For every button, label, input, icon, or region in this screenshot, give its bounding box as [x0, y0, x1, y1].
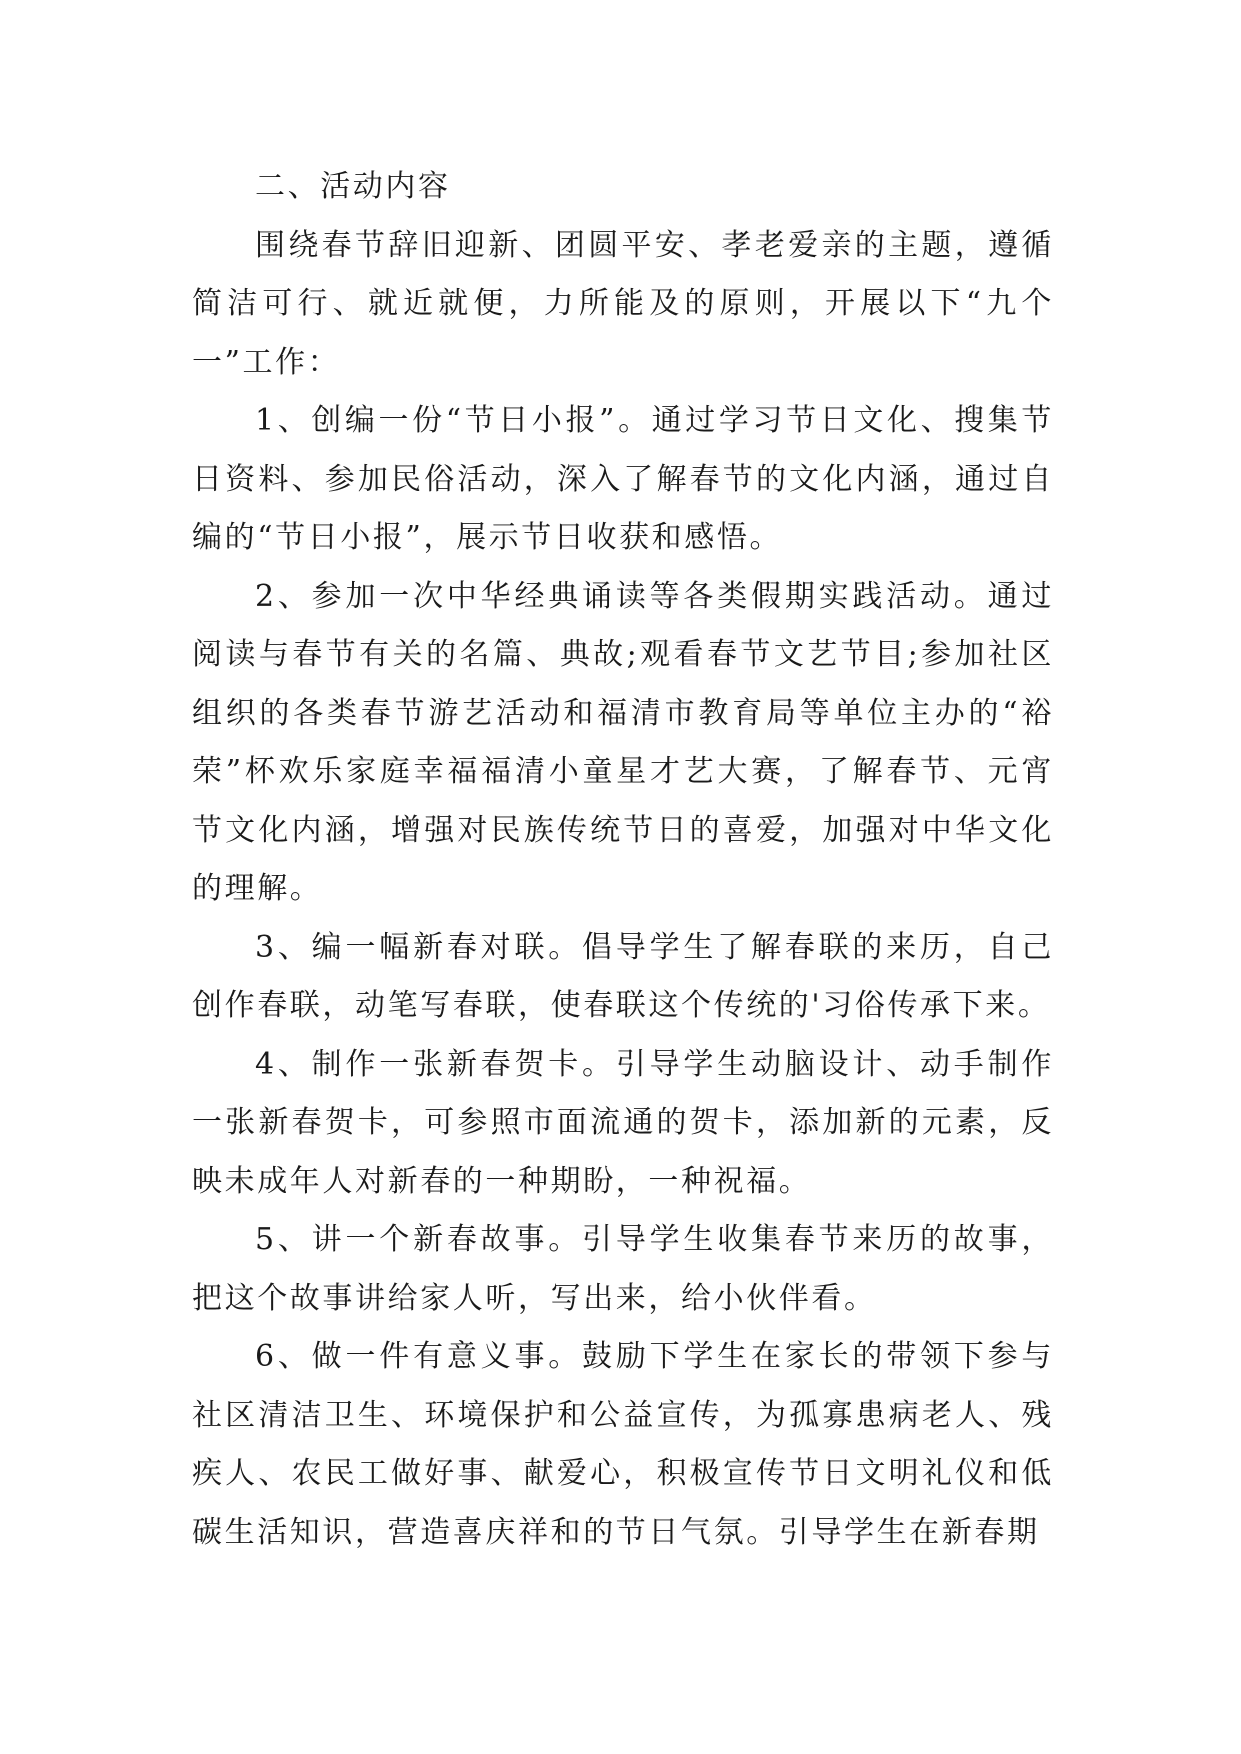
paragraph-item-6: 6、做一件有意义事。鼓励下学生在家长的带领下参与社区清洁卫生、环境保护和公益宣传，为孤寡患病老人、残疾人、农民工做好事、献爱心，积极宣传节日文明礼仪和低碳生活知识，营造喜庆祥和的节日气氛。引导学生在新春期: [192, 1339, 1054, 1550]
document-body: [192, 158, 1054, 1562]
paragraph-item-1: 1、创编一份“节日小报”。通过学习节日文化、搜集节日资料、参加民俗活动，深入了解春节的文化内涵，通过自编的“节日小报”，展示节日收获和感悟。: [192, 403, 1054, 555]
paragraph-item-3: 3、编一幅新春对联。倡导学生了解春联的来历，自己创作春联，动笔写春联，使春联这个传统的'习俗传承下来。: [192, 929, 1054, 1023]
paragraph-intro: 围绕春节辞旧迎新、团圆平安、孝老爱亲的主题，遵循简洁可行、就近就便，力所能及的原则，开展以下“九个一”工作：: [192, 227, 1054, 380]
paragraph-item-4: 4、制作一张新春贺卡。引导学生动脑设计、动手制作一张新春贺卡，可参照市面流通的贺卡，添加新的元素，反映未成年人对新春的一种期盼，一种祝福。: [192, 1046, 1054, 1199]
paragraph-item-2: 2、参加一次中华经典诵读等各类假期实践活动。通过阅读与春节有关的名篇、典故;观看春节文艺节目;参加社区组织的各类春节游艺活动和福清市教育局等单位主办的“裕荣”杯欢乐家庭幸福福清小童星才艺大赛，了解春节、元宵节文化内涵，增强对民族传统节日的喜爱，加强对中华文化的理解。: [192, 578, 1054, 906]
section-heading: 二、活动内容: [255, 169, 451, 204]
paragraph-item-5: 5、讲一个新春故事。引导学生收集春节来历的故事，把这个故事讲给家人听，写出来，给小伙伴看。: [192, 1222, 1054, 1316]
